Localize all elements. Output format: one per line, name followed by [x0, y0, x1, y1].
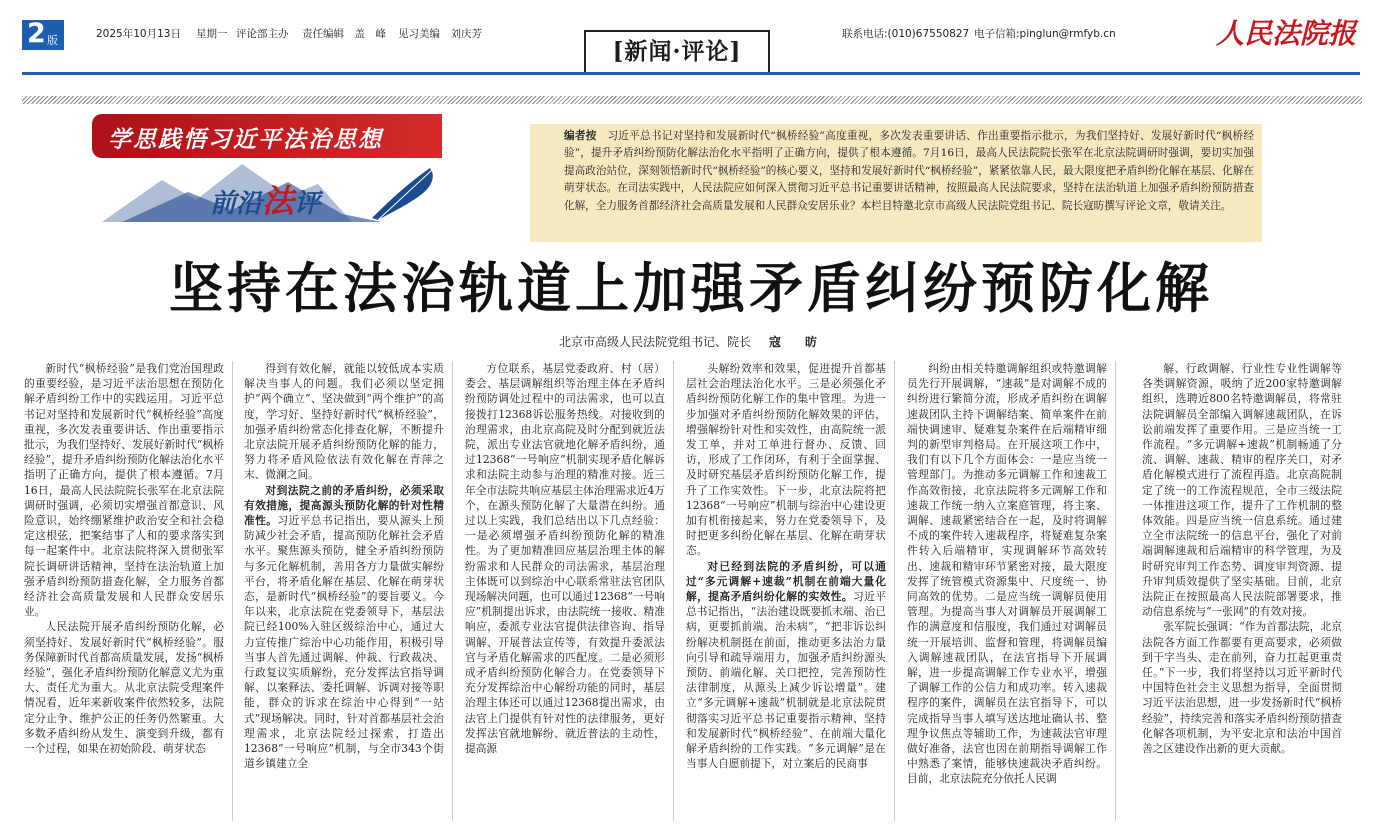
- section-title: [新闻·评论]: [584, 30, 770, 74]
- editor-note: [530, 124, 1262, 242]
- article-paragraph: [244, 361, 444, 483]
- header-rule: [22, 72, 1360, 75]
- article-column-6: [1142, 361, 1342, 821]
- paragraph-text: 张军院长强调：“作为首都法院，北京法院各方面工作都要有更高要求，必须做到干字当头、走在前列，奋力扛起更重责任。”下一步，我们将坚持以习近平新时代中国特色社会主义思想为指导，全面贯彻习近平法治思想，进一步发扬新时代“枫桥经验”，持续完善和落实矛盾纠纷预防措查化解各项机制，为平安北京和法治中国首善之区建设作出新的更大贡献。: [1142, 620, 1342, 756]
- column-divider: [673, 361, 674, 821]
- article-paragraph: [465, 361, 665, 756]
- paragraph-lead: 对到法院之前的矛盾纠纷，必须采取有效措施，提高源头预防化解的针对性精准性。: [244, 483, 444, 528]
- paragraph-text: 方位联系，基层党委政府、村（居）委会、基层调解组织等治理主体在矛盾纠纷预防调处过程中的司法需求，也可以直接拨打12368诉讼服务热线。对接收到的治理需求，由北京高院及时分配到就近法院，派出专业法官就地化解矛盾纠纷，通过12368“一号响应”机制实现矛盾化解诉求和法院主动参与治理的精准对接。近三年全市法院共响应基层主体治理需求近4万个，在源头预防化解了大量潜在纠纷。通过以上实践，我们总结出以下几点经验：一是必须增强矛盾纠纷预防化解的精准性。为了更加精准回应基层治理主体的解纷需求和人民群众的司法需求，基层治理主体既可以到综治中心联系常驻法官团队现场解决问题，也可以通过12368“一号响应”机制提出诉求，由法院统一接收、精准响应，委派专业法官提供法律咨询、指导调解、开展普法宣传等，有效提升委派法官与矛盾化解需求的匹配度。二是必须形成矛盾纠纷预防化解合力。在党委领导下充分发挥综治中心解纷功能的同时，基层治理主体还可以通过12368提出需求，由法官上门提供有针对性的法律服务，更好发挥法官就地解纷、就近普法的主动性，提高源: [465, 362, 665, 756]
- page-number: 2: [27, 18, 46, 49]
- article-column-5: [907, 361, 1107, 821]
- editor-note-label: 编者按: [564, 130, 597, 142]
- page-designer: 见习美编 刘庆芳: [398, 28, 482, 40]
- column-divider: [232, 361, 233, 821]
- article-paragraph: [686, 559, 886, 772]
- page-number-suffix: 版: [47, 34, 58, 47]
- page-number-badge: [22, 20, 64, 50]
- article-paragraph: [1142, 619, 1342, 756]
- paragraph-text: 纠纷由相关特邀调解组织或特邀调解员先行开展调解，“速裁”是对调解不成的纠纷进行繁简分流，形成矛盾纠纷在调解速裁团队主持下调解结案、简单案件在前端快调速审、疑难复杂案件在后端精审细判的新型审判格局。在开展这项工作中，我们有以下几个方面体会：一是应当统一管理部门。为推动多元调解工作和速裁工作高效衔接，北京法院将多元调解工作和速裁工作统一纳入立案庭管理，将主案、调解、速裁紧密结合在一起，及时将调解不成的案件转入速裁程序，将疑难复杂案件转入后端精审，实现调解环节高效转出、速裁和精审环节紧密对接，最大限度发挥了统管模式资源集中、尺度统一、协同高效的优势。二是应当统一调解员使用管理。为提高当事人对调解员开展调解工作的满意度和信服度，我们通过对调解员统一开展培训、监督和管理，将调解员编入调解速裁团队，在法官指导下开展调解，进一步提高调解工作专业水平，增强了调解工作的公信力和成功率。转入速裁程序的案件，调解员在法官指导下，可以完成指导当事人填写送达地址确认书、整理争议焦点等辅助工作，为速裁法官审理做好准备，法官也因在前期指导调解工作中熟悉了案情，能够快速裁决矛盾纠纷。目前，北京法院充分依托人民调: [907, 362, 1107, 786]
- issue-date: 2025年10月13日: [96, 28, 181, 40]
- column-name-b: 法: [262, 182, 295, 220]
- column-name: [210, 176, 320, 222]
- editor-note-text: 习近平总书记对坚持和发展新时代“枫桥经验”高度重视，多次发表重要讲话、作出重要指示批示，为我们坚持好、发展好新时代“枫桥经验”，提升矛盾纠纷预防化解法治化水平指明了正确方向，提供了根本遵循。7月16日，最高人民法院院长张军在北京法院调研时强调，要切实加强提高政治站位，深刻领悟新时代“枫桥经验”的核心要义，坚持和发展好新时代“枫桥经验”，紧紧依靠人民，最大限度把矛盾纠纷化解在基层、化解在萌芽状态。在司法实践中，人民法院应如何深入贯彻习近平总书记重要讲话精神，按照最高人民法院要求，坚持在法治轨道上加强矛盾纠纷预防措查化解，全力服务首都经济社会高质量发展和人民群众安居乐业？本栏目特邀北京市高级人民法院党组书记、院长寇昉撰写评论文章，敬请关注。: [564, 130, 1254, 212]
- byline-author: 寇 昉: [769, 335, 824, 349]
- article-paragraph: [24, 361, 224, 619]
- article-column-3: [465, 361, 665, 821]
- byline-role: 北京市高级人民法院党组书记、院长: [558, 335, 751, 349]
- paragraph-text: 习近平总书记指出，要从源头上预防减少社会矛盾，提高预防化解社会矛盾水平。聚焦源头预防，健全矛盾纠纷预防与多元化解机制，善用各方力量做实解纷平台，将矛盾化解在基层、化解在萌芽状态，是新时代“枫桥经验”的要旨要义。今年以来，北京法院在党委领导下，基层法院已经100%入驻区级综治中心，通过大力宣传推广综治中心功能作用，积极引导当事人首先通过调解、仲裁、行政裁决、行政复议实质解纷，充分发挥法官指导调解、以案释法、委托调解、诉调对接等职能，群众的诉求在综治中心得到“一站式”现场解决。同时，针对首都基层社会治理需求，北京法院经过探索，打造出12368“一号响应”机制，与全市343个街道乡镇建立全: [244, 514, 444, 771]
- host-desk: 评论部主办: [236, 28, 289, 40]
- paragraph-text: 解、行政调解、行业性专业性调解等各类调解资源，吸纳了近200家特邀调解组织，选聘近800名特邀调解员，将常驻法院调解员全部编入调解速裁团队，在诉讼前端发挥了重要作用。三是应当统一工作流程。“多元调解+速裁”机制畅通了分流、调解、速裁、精审的程序关口，对矛盾化解模式进行了流程再造。北京高院制定了统一的工作流程规范，全市三级法院一体推进这项工作，提升了工作机制的整体效能。四是应当统一信息系统。通过建立全市法院统一的信息平台，强化了对前端调解速裁和后端精审的科学管理，为及时研究审判工作态势、调度审判资源、提升审判质效提供了坚实基础。目前，北京法院正在按照最高人民法院部署要求，推动信息系统与“一张网”的有效对接。: [1142, 362, 1342, 619]
- hatch-band: [22, 96, 1362, 104]
- article-column-1: [24, 361, 224, 821]
- newspaper-logo: 人民法院报: [1216, 17, 1357, 50]
- column-divider: [452, 361, 453, 821]
- paragraph-lead: 对已经到法院的矛盾纠纷，可以通过“多元调解+速裁”机制在前端大量化解，提高矛盾纠纷化解的实效性。: [686, 559, 886, 604]
- paragraph-text: 头解纷效率和效果，促进提升首都基层社会治理法治化水平。三是必须强化矛盾纠纷预防化解工作的集中管理。为进一步加强对矛盾纠纷预防化解效果的评估，增强解纷针对性和实效性，由高院统一派发工单，并对工单进行督办、反馈、回访，形成了工作闭环，有利于全面掌握、及时研究基层矛盾纠纷预防化解工作，提升了工作实效性。下一步，北京法院将把12368“一号响应”机制与综治中心建设更加有机衔接起来，努力在党委领导下，及时把更多纠纷化解在基层、化解在萌芽状态。: [686, 362, 886, 558]
- article-title: 坚持在法治轨道上加强矛盾纠纷预防化解: [169, 257, 1213, 320]
- article-paragraph: [907, 361, 1107, 787]
- banner-slogan: 学思践悟习近平法治思想: [108, 126, 383, 153]
- contact-email: 电子信箱:pinglun@rmfyb.cn: [974, 28, 1116, 40]
- article-column-4: [686, 361, 886, 821]
- column-name-a: 前沿: [210, 189, 263, 219]
- article-paragraph: [1142, 361, 1342, 619]
- responsible-editor: 责任编辑 盖 峰: [302, 28, 386, 40]
- column-divider: [894, 361, 895, 821]
- paragraph-text: 得到有效化解，就能以较低成本实质解决当事人的问题。我们必须以坚定拥护“两个确立”、坚决做到“两个维护”的高度，学习好、坚持好新时代“枫桥经验”，加强矛盾纠纷常态化排查化解，不断提升北京法院开展矛盾纠纷预防化解的能力，努力将矛盾风险依法有效化解在青萍之末、微澜之间。: [244, 362, 444, 482]
- article-paragraph: [686, 361, 886, 559]
- issue-weekday: 星期一: [196, 28, 228, 40]
- article-column-2: [244, 361, 444, 821]
- article-paragraph: [244, 483, 444, 772]
- column-divider: [1115, 361, 1116, 821]
- contact-phone: 联系电话:(010)67550827: [842, 28, 970, 40]
- column-name-c: 评: [294, 189, 321, 219]
- page-header: [0, 0, 1382, 70]
- column-banner: [92, 114, 530, 228]
- paragraph-text: 新时代“枫桥经验”是我们党治国理政的重要经验，是习近平法治思想在预防化解矛盾纠纷工作中的实践运用。习近平总书记对坚持和发展新时代“枫桥经验”高度重视，多次发表重要讲话、作出重要指示批示，为我们坚持好、发展好新时代“枫桥经验”，提升矛盾纠纷预防化解法治化水平指明了正确方向，提供了根本遵循。7月16日，最高人民法院院长张军在北京法院调研时强调，必须切实增强首都意识、风险意识，始终绷紧维护政治安全和社会稳定这根弦，把案结事了人和的要求落实到每一起案件中。北京法院将深入贯彻张军院长调研讲话精神，坚持在法治轨道上加强矛盾纠纷预防措查化解，全力服务首都经济社会高质量发展和人民群众安居乐业。: [24, 362, 224, 619]
- byline: [0, 333, 1382, 350]
- paragraph-text: 人民法院开展矛盾纠纷预防化解，必须坚持好、发展好新时代“枫桥经验”。服务保障新时代首都高质量发展，发扬“枫桥经验”，强化矛盾纠纷预防化解意义尤为重大、责任尤为重大。从北京法院受理案件情况看，近年来新收案件依然较多，法院定分止争、维护公正的任务仍然繁重。大多数矛盾纠纷从发生、演变到升级，都有一个过程，如果在初始阶段、萌芽状态: [24, 620, 224, 756]
- paragraph-text: 习近平总书记指出，“法治建设既要抓末端、治已病，更要抓前端、治未病”，“把非诉讼纠纷解决机制挺在前面，推动更多法治力量向引导和疏导端用力，加强矛盾纠纷源头预防、前端化解、关口把控，完善预防性法律制度，从源头上减少诉讼增量”。建立“多元调解+速裁”机制就是北京法院贯彻落实习近平总书记重要指示精神、坚持和发展新时代“枫桥经验”、在前端大量化解矛盾纠纷的工作实践。“多元调解”是在当事人自愿前提下，对立案后的民商事: [686, 590, 886, 771]
- article-paragraph: [24, 619, 224, 756]
